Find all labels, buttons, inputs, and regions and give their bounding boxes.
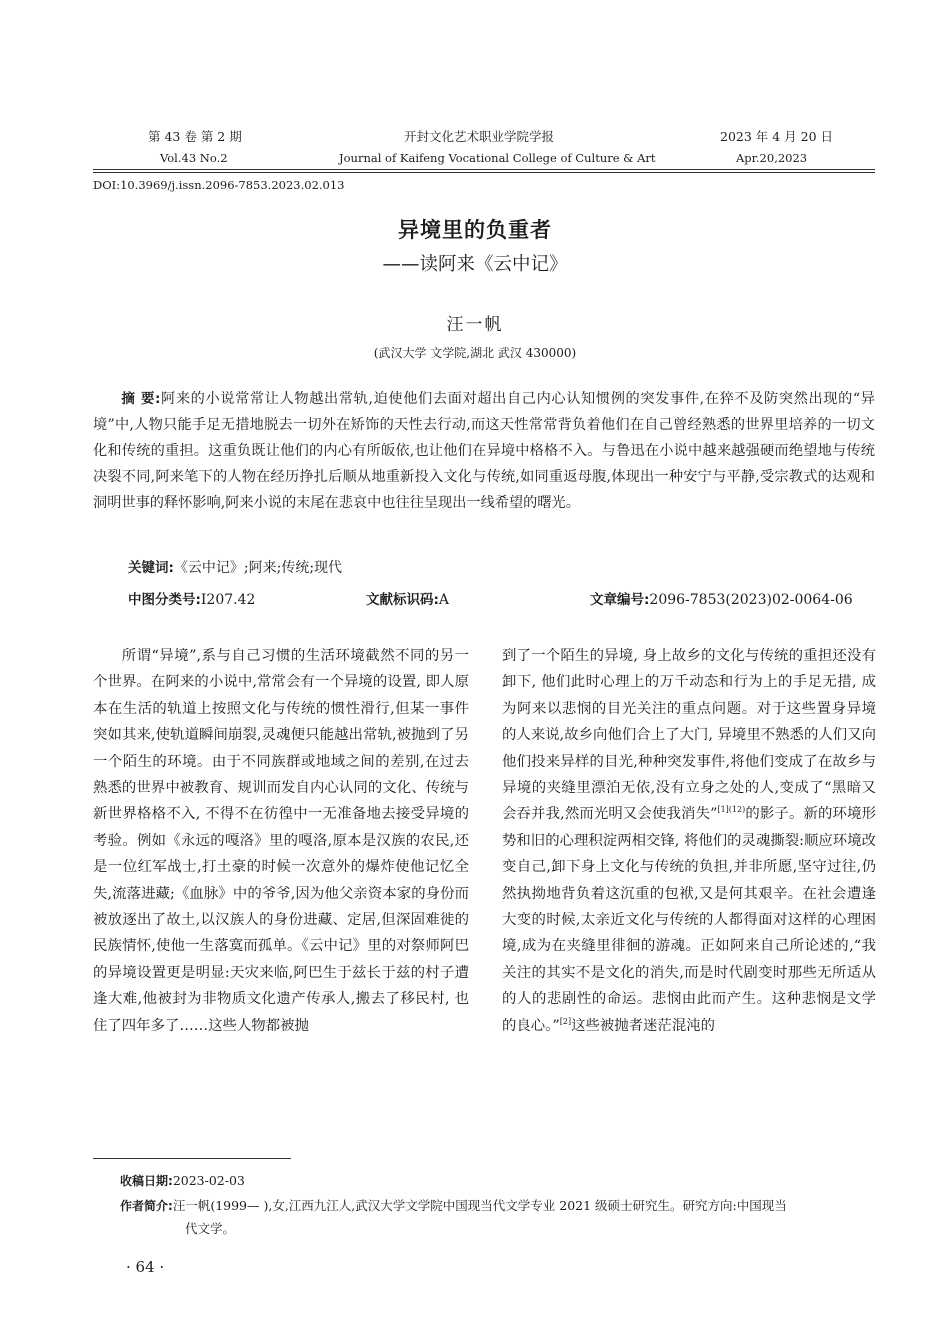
keywords-label: 关键词: bbox=[128, 560, 174, 576]
doi: DOI:10.3969/j.issn.2096-7853.2023.02.013 bbox=[93, 178, 345, 192]
doc-code-label: 文献标识码: bbox=[366, 592, 439, 608]
clc-value: I207.42 bbox=[200, 592, 256, 608]
author-bio-continued: 代文学。 bbox=[185, 1221, 236, 1236]
keywords bbox=[128, 556, 342, 577]
author-bio bbox=[120, 1195, 880, 1217]
body-paragraph: 所谓“异境”,系与自己习惯的生活环境截然不同的另一个世界。在阿来的小说中,常常会有一个异境的设置, 即人原本在生活的轨道上按照文化与传统的惯性滑行,但某一事件突如其来,使轨道瞬间崩裂,灵魂便只能越出常轨,被抛到了另一个陌生的环境。由于不同族群或地域之间的差别,在过去熟悉的世界中被教育、规训而发自内心认同的文化、传统与新世界格格不入, 不得不在彷徨中一无准备地去接受异境的考验。例如《永远的嘎洛》里的嘎洛,原本是汉族的农民,还是一位红军战士,打土豪的时候一次意外的爆炸使他记忆全失,流落进藏;《血脉》中的爷爷,因为他父亲资本家的身份而被放逐出了故土,以汉族人的身份进藏、定居,但深固难徙的民族情怀,使他一生落寞而孤单。《云中记》里的对祭师阿巴的异境设置更是明显:天灾来临,阿巴生于兹长于兹的村子遭逢大难,他被封为非物质文化遗产传承人,搬去了移民村, 也住了四年多了……这些人物都被抛 bbox=[93, 648, 469, 1034]
abstract bbox=[93, 386, 875, 516]
citation-ref: [1](12) bbox=[717, 805, 746, 815]
body-left-column bbox=[93, 643, 469, 1039]
abstract-text: 阿来的小说常常让人物越出常轨,迫使他们去面对超出自己内心认知惯例的突发事件,在猝不及防突然出现的“异境”中,人物只能手足无措地脱去一切外在矫饰的天性去行动,而这天性常常背负着他们在自己曾经熟悉的世界里培养的一切文化和传统的重担。这重负既让他们的内心有所皈依,也让他们在异境中格格不入。与鲁迅在小说中越来越强硬而绝望地与传统决裂不同,阿来笔下的人物在经历挣扎后顺从地重新投入文化与传统,如同重返母腹,体现出一种安宁与平静,受宗教式的达观和洞明世事的释怀影响,阿来小说的末尾在悲哀中也往往呈现出一线希望的曙光。 bbox=[93, 391, 875, 511]
body-paragraph-continued bbox=[502, 643, 876, 1039]
header-rule-top bbox=[93, 169, 875, 170]
author-bio-label: 作者简介: bbox=[120, 1199, 173, 1213]
body-text-segment: 这些被抛者迷茫混沌的 bbox=[571, 1017, 715, 1034]
article-number-label: 文章编号: bbox=[590, 592, 650, 608]
author-affiliation: (武汉大学 文学院,湖北 武汉 430000) bbox=[373, 346, 577, 360]
date-en: Apr.20,2023 bbox=[736, 151, 808, 165]
article-subtitle: ——读阿来《云中记》 bbox=[382, 254, 568, 275]
journal-title-en: Journal of Kaifeng Vocational College of Culture & Art bbox=[339, 151, 656, 165]
received-value: 2023-02-03 bbox=[172, 1173, 245, 1188]
volume-issue-cn: 第 43 卷 第 2 期 bbox=[148, 129, 242, 144]
article-number-value: 2096-7853(2023)02-0064-06 bbox=[649, 592, 853, 608]
keywords-text: 《云中记》;阿来;传统;现代 bbox=[173, 560, 343, 576]
document-code bbox=[366, 588, 449, 608]
clc-label: 中图分类号: bbox=[128, 592, 201, 608]
received-label: 收稿日期: bbox=[120, 1174, 173, 1188]
doc-code-value: A bbox=[438, 592, 450, 608]
article-number bbox=[590, 588, 853, 608]
date-cn: 2023 年 4 月 20 日 bbox=[720, 129, 834, 144]
received-date bbox=[120, 1170, 245, 1192]
body-text-segment: 的影子。新的环境形势和旧的心理积淀两相交锋, 将他们的灵魂撕裂:顺应环境改变自己,卸下身上文化与传统的负担,并非所愿,坚守过往,仍然执拗地背负着这沉重的包袱,又是何其艰辛。在社会遭逢大变的时候,太亲近文化与传统的人都得面对这样的心理困境,成为在夹缝里徘徊的游魂。正如阿来自己所论述的,“我关注的其实不是文化的消失,而是时代剧变时那些无所适从的人的悲剧性的命运。悲悯由此而产生。这种悲悯是文学的良心。” bbox=[502, 806, 876, 1034]
journal-title-cn: 开封文化艺术职业学院学报 bbox=[404, 129, 555, 144]
volume-issue-en: Vol.43 No.2 bbox=[160, 151, 228, 165]
page-number: · 64 · bbox=[126, 1258, 165, 1276]
header-rule-bottom bbox=[93, 172, 875, 173]
author-name: 汪一帆 bbox=[446, 315, 504, 335]
article-title: 异境里的负重者 bbox=[398, 218, 552, 242]
body-text-segment: 到了一个陌生的异境, 身上故乡的文化与传统的重担还没有卸下, 他们此时心理上的万千动态和行为上的手足无措, 成为阿来以悲悯的目光关注的重点问题。对于这些置身异境的人来说,故乡向他们合上了大门, 异境里不熟悉的人们又向他们投来异样的目光,种种突发事件,将他们变成了在故乡与异境的夹缝里漂泊无依,没有立身之处的人,变成了“黑暗又会吞并我,然而光明又会使我消失” bbox=[502, 648, 876, 823]
footnote-rule bbox=[93, 1158, 291, 1159]
abstract-label: 摘 要: bbox=[121, 391, 161, 407]
citation-ref: [2] bbox=[559, 1016, 572, 1026]
author-bio-line1: 汪一帆(1999— ),女,江西九江人,武汉大学文学院中国现当代文学专业 2021 级硕士研究生。研究方向:中国现当 bbox=[172, 1198, 787, 1213]
body-right-column bbox=[502, 643, 876, 1039]
clc-number bbox=[128, 588, 255, 608]
